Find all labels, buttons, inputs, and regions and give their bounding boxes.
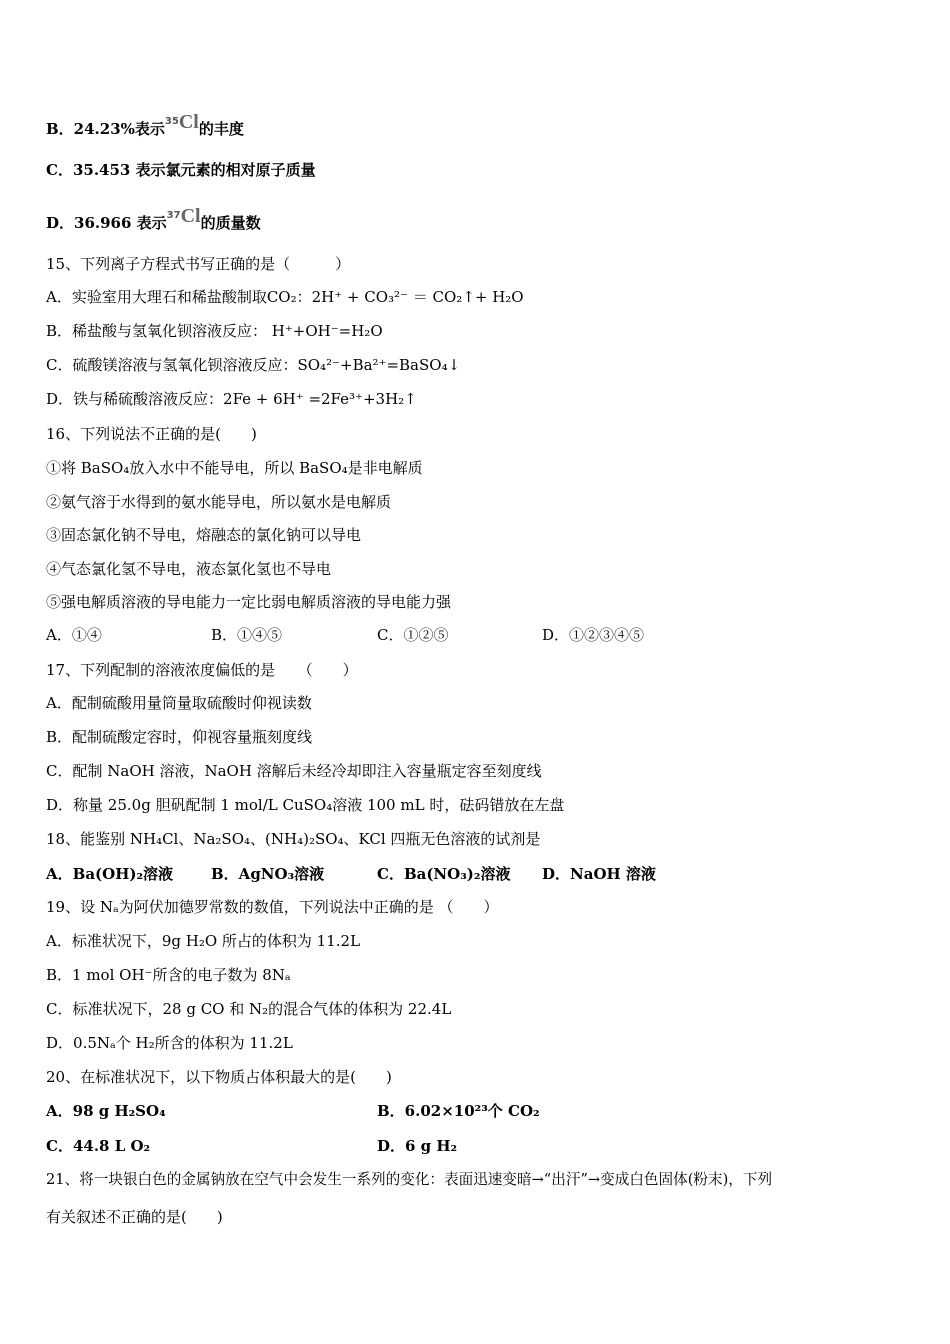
q16-option-c: C．①②⑤ <box>377 626 449 644</box>
q20-option-c: C．44.8 L O₂ <box>46 1137 151 1155</box>
q16-option-d: D．①②③④⑤ <box>542 626 645 644</box>
q14-option-d-text: D．36.966 表示 <box>46 214 167 232</box>
q19-option-c: C．标准状况下，28 g CO 和 N₂的混合气体的体积为 22.4L <box>46 1000 452 1018</box>
q20-option-b: B．6.02×10²³个 CO₂ <box>377 1102 540 1120</box>
q16-statement-3: ③固态氯化钠不导电，熔融态的氯化钠可以导电 <box>46 526 362 544</box>
q14-option-b-tail: 的丰度 <box>198 120 244 138</box>
q15-option-d: D．铁与稀硫酸溶液反应：2Fe + 6H⁺ =2Fe³⁺+3H₂↑ <box>46 390 417 408</box>
q20-option-d: D．6 g H₂ <box>377 1137 458 1155</box>
q18-option-c: C．Ba(NO₃)₂溶液 <box>377 865 511 883</box>
q14-option-d <box>46 206 261 233</box>
q18-stem: 18、能鉴别 NH₄Cl、Na₂SO₄、(NH₄)₂SO₄、KCl 四瓶无色溶液的试剂是 <box>46 830 541 848</box>
q16-option-b: B．①④⑤ <box>211 626 283 644</box>
q16-statement-2: ②氨气溶于水得到的氨水能导电，所以氨水是电解质 <box>46 493 392 511</box>
q18-option-b: B．AgNO₃溶液 <box>211 865 325 883</box>
q16-statement-1: ①将 BaSO₄放入水中不能导电，所以 BaSO₄是非电解质 <box>46 459 423 477</box>
q16-statement-5: ⑤强电解质溶液的导电能力一定比弱电解质溶液的导电能力强 <box>46 593 452 611</box>
q14-option-b-text: B．24.23%表示 <box>46 120 165 138</box>
q14-option-d-tail: 的质量数 <box>200 214 261 232</box>
q18-option-a: A．Ba(OH)₂溶液 <box>46 865 174 883</box>
q20-stem: 20、在标准状况下，以下物质占体积最大的是( ) <box>46 1068 392 1086</box>
q15-option-a: A．实验室用大理石和稀盐酸制取CO₂：2H⁺ + CO₃²⁻ ＝ CO₂↑+ H₂O <box>46 288 524 306</box>
q18-option-d: D．NaOH 溶液 <box>542 865 656 883</box>
cl35-isotope-symbol: $^{35}$Cl <box>164 111 199 133</box>
q21-stem-line-1: 21、将一块银白色的金属钠放在空气中会发生一系列的变化：表面迅速变暗→“出汗”→变成白色固体(粉末)，下列 <box>46 1171 773 1188</box>
q17-option-b: B．配制硫酸定容时，仰视容量瓶刻度线 <box>46 728 313 746</box>
q15-stem: 15、下列离子方程式书写正确的是（ ） <box>46 255 351 273</box>
q15-option-b: B．稀盐酸与氢氧化钡溶液反应： H⁺+OH⁻=H₂O <box>46 322 383 340</box>
q19-option-a: A．标准状况下，9g H₂O 所占的体积为 11.2L <box>46 932 361 950</box>
q19-option-b: B．1 mol OH⁻所含的电子数为 8Nₐ <box>46 966 291 984</box>
q16-option-a: A．①④ <box>46 626 102 644</box>
q14-option-b <box>46 112 244 139</box>
q16-statement-4: ④气态氯化氢不导电，液态氯化氢也不导电 <box>46 560 332 578</box>
q17-option-a: A．配制硫酸用量筒量取硫酸时仰视读数 <box>46 694 312 712</box>
q21-stem-line-2: 有关叙述不正确的是( ) <box>46 1208 223 1226</box>
q15-option-c: C．硫酸镁溶液与氢氧化钡溶液反应：SO₄²⁻+Ba²⁺=BaSO₄↓ <box>46 356 461 374</box>
q14-option-c: C．35.453 表示氯元素的相对原子质量 <box>46 161 316 179</box>
q16-stem: 16、下列说法不正确的是( ) <box>46 425 257 443</box>
q19-option-d: D．0.5Nₐ个 H₂所含的体积为 11.2L <box>46 1034 293 1052</box>
q20-option-a: A．98 g H₂SO₄ <box>46 1102 166 1120</box>
q17-option-c: C．配制 NaOH 溶液，NaOH 溶解后未经冷却即注入容量瓶定容至刻度线 <box>46 762 542 780</box>
q17-option-d: D．称量 25.0g 胆矾配制 1 mol/L CuSO₄溶液 100 mL 时，砝码错放在左盘 <box>46 796 565 814</box>
q19-stem: 19、设 Nₐ为阿伏加德罗常数的数值，下列说法中正确的是 （ ） <box>46 898 499 916</box>
cl37-isotope-symbol: $^{37}$Cl <box>166 205 201 227</box>
q17-stem: 17、下列配制的溶液浓度偏低的是 （ ） <box>46 661 358 679</box>
